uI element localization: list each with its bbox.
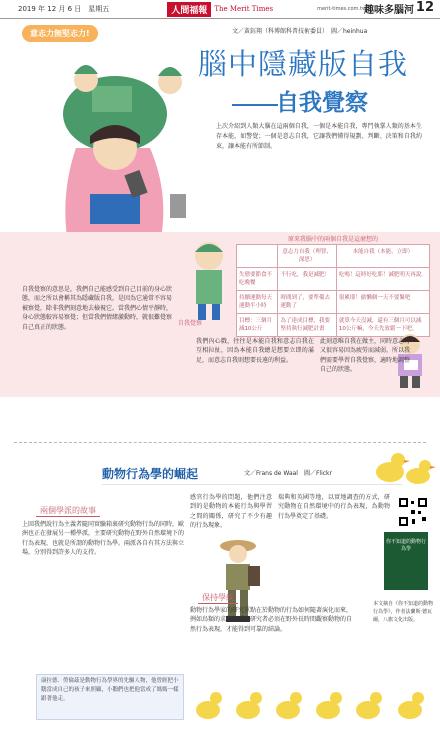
table-cell: 吃嗎！這時好吃耶！減肥明天再說。 bbox=[336, 268, 429, 291]
article1-body-col3: 此刻意唯自我在做主，同時意志力又很容易因為疲勞而減弱，所以我們需要學習自我覺察，適時地調整自己的狀態。 bbox=[320, 338, 411, 374]
table-cell: 目標：三個月減10公斤 bbox=[237, 314, 278, 337]
table-cell: 持續運動每天運動半小時 bbox=[237, 291, 278, 314]
section-divider bbox=[14, 442, 426, 443]
article2-body-col2b: 動物行為學家的研究重點在於動物的行為如何隨著演化而來，例如鳥類的求偶舞蹈，研究者必須在野外長時間觀察動物的自然行為表現，才能得到可靠的結論。 bbox=[190, 607, 353, 633]
article-motto: 意志力無堅志力! bbox=[22, 25, 98, 42]
self-awareness-label: 自我覺察 bbox=[178, 320, 203, 327]
table-cell: 不行吃，我是減肥！ bbox=[278, 268, 336, 291]
issue-date: 2019 年 12 月 6 日 星期五 bbox=[18, 5, 110, 13]
article1-body-col1: 自我覺察的意思是，我們自己能感受到自己目前的身心狀態，而之所以會稱其為隱藏版自我，是因為它通常不容易被察覺，除非我們刻意地去檢視它。當我們心情平靜時，身心狀態較容易察覺；但當我們情緒激動時，就很難覺察自己真正的狀態。 bbox=[22, 286, 173, 331]
thinking-boy-illustration bbox=[180, 236, 238, 324]
table-cell: 為了達成目標，我要堅持執行減肥計畫 bbox=[278, 314, 336, 337]
book-cover bbox=[384, 532, 428, 590]
article1-intro: 上次介紹到人類大腦在這兩個自我，一個是本能自我，專門執掌人類的基本生存本能，如警覺；一個是意志自我，它讓我們懂得規劃、判斷、決策和自我約束，讓本能有所節制。 bbox=[216, 123, 422, 150]
article2-subheading-1: 兩個學派的故事 bbox=[36, 505, 100, 517]
table-cell: 失戀要節食不吃晚餐 bbox=[237, 268, 278, 291]
site-url[interactable]: merit-times.com.tw bbox=[317, 6, 367, 12]
article1-body-col2: 我們內心戲，往往是本能自我和意志自我在互相拉扯，因為本能自我總是想要立即的滿足，而意志自我則想要長遠的利益。 bbox=[196, 338, 314, 364]
photo-caption-box bbox=[36, 674, 184, 720]
table-caption: 原来我腦中的兩個自我是這麼想的 bbox=[287, 236, 378, 243]
table-header: 本能自我（本能、立即） bbox=[336, 245, 429, 268]
table-cell: 時間到了，要準備去運動了 bbox=[278, 291, 336, 314]
table-cell: 很累耶！偷懶個一天不要緊吧 bbox=[336, 291, 429, 314]
article2-byline: 文／Frans de Waal 圖／Flickr bbox=[244, 470, 332, 477]
page-number: 12 bbox=[415, 0, 434, 15]
book-title: 你不知道的動物行為學 bbox=[385, 539, 426, 552]
article2-body-col2a: 感官行為學的問題，他們注意到的是動物的本能行為與學習之間的關係，研究了不少有趣的行為現象。 bbox=[190, 494, 272, 530]
table-cell: 就算今天沒減，還有三個月可以減10公斤嘛，今天先放鬆一下吧。 bbox=[336, 314, 429, 337]
article2-body-col3: 瑞典和英國等地，以實地調查的方式，研究動物在自然環境中的行為表現，為動物行為學奠定了基礎。 bbox=[278, 494, 390, 520]
table-header bbox=[237, 245, 278, 268]
comparison-table bbox=[236, 236, 430, 337]
table-header: 意志力自我（理智、深思） bbox=[278, 245, 336, 268]
newspaper-logo-en: The Merit Times bbox=[214, 5, 274, 13]
title-rule bbox=[102, 484, 402, 485]
table-row bbox=[237, 291, 430, 314]
footer-note: 康拉德．勞倫茲是動物行為學界的先驅人物，他曾經把小鵝當成自己的孩子來照顧，小鵝們也把他當成了媽媽一樣跟著他走。 bbox=[41, 678, 179, 702]
ducks-illustration bbox=[368, 440, 438, 488]
article2-title: 動物行為學的崛起 bbox=[102, 467, 199, 481]
qr-code-icon[interactable] bbox=[398, 497, 428, 527]
table-header-row bbox=[237, 245, 430, 268]
table-row bbox=[237, 268, 430, 291]
article1-byline: 文／黃鈺翔（科博館科普技術委員） 圖／heinhua bbox=[232, 28, 368, 35]
newspaper-logo: 人間福報 bbox=[167, 2, 211, 17]
article1-title: 腦中隱藏版自我 bbox=[198, 47, 409, 81]
ducklings-illustration bbox=[190, 676, 438, 726]
title-rule bbox=[232, 104, 278, 106]
section-title: 趣味多腦河 bbox=[364, 5, 414, 16]
article2-body-col1: 上回我們說行為主義者隨同實驗箱裏研究動物行為的同時，歐洲也正在發展另一種學派，主要研究動物在野外自然環境下的行為表現，也就是所謂的動物行為學。兩派各自有其方法與立場，分別得到許多人的支持。 bbox=[22, 521, 185, 557]
article1-subtitle: 自我覺察 bbox=[276, 90, 368, 116]
book-caption: 本文摘自《你不知道的動物行為學》，作者法蘭斯‧德瓦爾，八旗文化出版。 bbox=[373, 601, 434, 623]
page-header bbox=[0, 0, 440, 19]
article2-subheading-2: 保持學統 bbox=[198, 592, 238, 604]
